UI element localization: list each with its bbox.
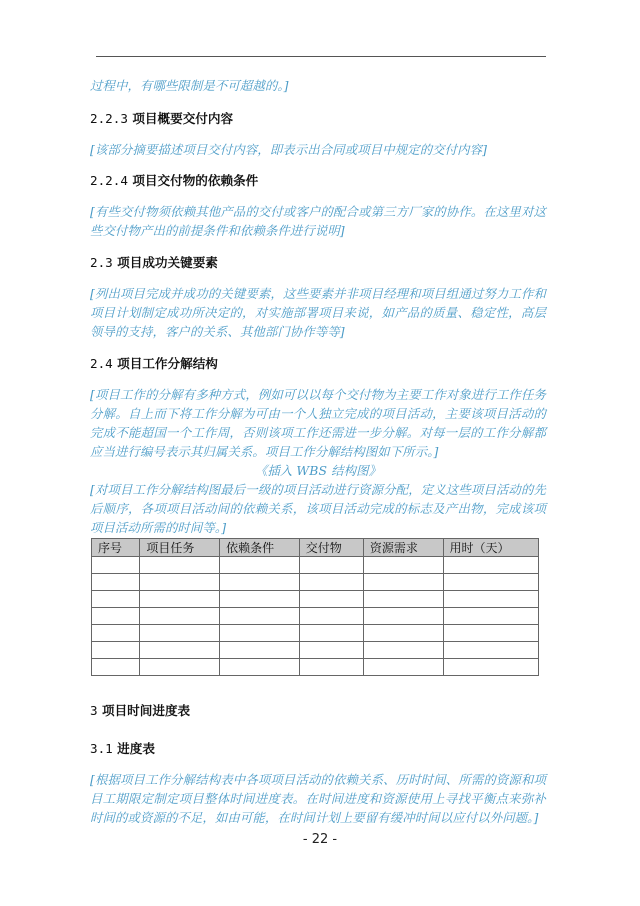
table-cell bbox=[443, 557, 538, 574]
table-cell bbox=[363, 574, 443, 591]
header-rule bbox=[96, 56, 546, 57]
heading-3-1 bbox=[90, 740, 546, 758]
table-cell bbox=[443, 642, 538, 659]
page-content bbox=[90, 76, 546, 827]
heading-title: 项目工作分解结构 bbox=[117, 356, 218, 371]
table-cell bbox=[140, 574, 220, 591]
column-header: 依赖条件 bbox=[220, 539, 300, 557]
heading-number: 3 bbox=[90, 703, 98, 718]
table-cell bbox=[140, 591, 220, 608]
table-cell bbox=[443, 591, 538, 608]
heading-number: 2.2.4 bbox=[90, 173, 128, 188]
note-2-2-4: [有些交付物须依赖其他产品的交付或客户的配合或第三方厂家的协作。在这里对这些交付物产出的前提条件和依赖条件进行说明] bbox=[90, 204, 546, 238]
table-cell bbox=[299, 625, 363, 642]
column-header: 序号 bbox=[92, 539, 140, 557]
note-2-2-3: [该部分摘要描述项目交付内容，即表示出合同或项目中规定的交付内容] bbox=[90, 142, 488, 157]
table-cell bbox=[220, 574, 300, 591]
table-cell bbox=[220, 625, 300, 642]
table-cell bbox=[140, 625, 220, 642]
note-2-3: [列出项目完成并成功的关键要素，这些要素并非项目经理和项目组通过努力工作和项目计划制定成功所决定的，对实施部署项目来说，如产品的质量、稳定性，高层领导的支持，客户的关系、其他部门协作等等] bbox=[90, 286, 546, 339]
table-row bbox=[92, 608, 539, 625]
table-cell bbox=[220, 557, 300, 574]
table-row bbox=[92, 574, 539, 591]
table-cell bbox=[299, 557, 363, 574]
note-2-4: [项目工作的分解有多种方式，例如可以以每个交付物为主要工作对象进行工作任务分解。自上而下将工作分解为可由一个人独立完成的项目活动，主要该项目活动的完成不能超国一个工作周，否则该项工作还需进一步分解。对每一层的工作分解都应当进行编号表示其归属关系。项目工作分解结构图如下所示。] bbox=[90, 387, 546, 459]
heading-title: 项目成功关键要素 bbox=[117, 255, 218, 270]
table-cell bbox=[363, 659, 443, 676]
table-cell bbox=[443, 574, 538, 591]
table-cell bbox=[92, 659, 140, 676]
table-row bbox=[92, 557, 539, 574]
heading-title: 项目交付物的依赖条件 bbox=[132, 173, 259, 188]
table-cell bbox=[299, 642, 363, 659]
column-header: 资源需求 bbox=[363, 539, 443, 557]
table-cell bbox=[140, 642, 220, 659]
table-cell bbox=[443, 608, 538, 625]
note-2-4-resources: [对项目工作分解结构图最后一级的项目活动进行资源分配，定义这些项目活动的先后顺序，各项项目活动间的依赖关系，该项目活动完成的标志及产出物，完成该项项目活动所需的时间等。] bbox=[90, 482, 546, 535]
table-cell bbox=[299, 608, 363, 625]
table-cell bbox=[363, 557, 443, 574]
table-cell bbox=[443, 625, 538, 642]
heading-number: 2.2.3 bbox=[90, 111, 128, 126]
heading-2-4 bbox=[90, 355, 546, 373]
heading-title: 项目概要交付内容 bbox=[132, 111, 234, 126]
table-header-row bbox=[92, 539, 539, 557]
continuation-note: 过程中，有哪些限制是不可超越的。] bbox=[90, 78, 289, 93]
column-header: 用时（天） bbox=[443, 539, 538, 557]
table-cell bbox=[363, 642, 443, 659]
note-3-1: [根据项目工作分解结构表中各项项目活动的依赖关系、历时时间、所需的资源和项目工期限定制定项目整体时间进度表。在时间进度和资源使用上寻找平衡点来弥补时间的或资源的不足，如由可能，在时间计划上要留有缓冲时间以应付以外问题。] bbox=[90, 772, 546, 825]
table-row bbox=[92, 659, 539, 676]
table-cell bbox=[220, 591, 300, 608]
insert-wbs-note: 《插入 WBS 结构图》 bbox=[254, 463, 382, 478]
heading-2-3 bbox=[90, 254, 546, 272]
heading-number: 3.1 bbox=[90, 741, 113, 756]
table-cell bbox=[92, 608, 140, 625]
table-row bbox=[92, 642, 539, 659]
table-cell bbox=[220, 608, 300, 625]
table-cell bbox=[363, 608, 443, 625]
table-cell bbox=[140, 659, 220, 676]
heading-title: 进度表 bbox=[117, 741, 155, 756]
heading-number: 2.3 bbox=[90, 255, 113, 270]
heading-2-2-4 bbox=[90, 172, 546, 190]
table-row bbox=[92, 591, 539, 608]
table-cell bbox=[140, 608, 220, 625]
table-cell bbox=[220, 642, 300, 659]
heading-2-2-3 bbox=[90, 110, 546, 128]
table-cell bbox=[299, 574, 363, 591]
table-cell bbox=[220, 659, 300, 676]
table-cell bbox=[443, 659, 538, 676]
table-cell bbox=[92, 625, 140, 642]
column-header: 项目任务 bbox=[140, 539, 220, 557]
wbs-table bbox=[91, 538, 539, 676]
table-cell bbox=[92, 557, 140, 574]
table-row bbox=[92, 625, 539, 642]
table-cell bbox=[92, 574, 140, 591]
table-cell bbox=[92, 642, 140, 659]
column-header: 交付物 bbox=[299, 539, 363, 557]
heading-3 bbox=[90, 702, 546, 720]
table-cell bbox=[140, 557, 220, 574]
table-body bbox=[92, 557, 539, 676]
table-cell bbox=[92, 591, 140, 608]
table-cell bbox=[299, 659, 363, 676]
table-cell bbox=[299, 591, 363, 608]
heading-number: 2.4 bbox=[90, 356, 113, 371]
table-cell bbox=[363, 591, 443, 608]
table-cell bbox=[363, 625, 443, 642]
heading-title: 项目时间进度表 bbox=[101, 703, 191, 718]
page-number: - 22 - bbox=[302, 832, 338, 847]
